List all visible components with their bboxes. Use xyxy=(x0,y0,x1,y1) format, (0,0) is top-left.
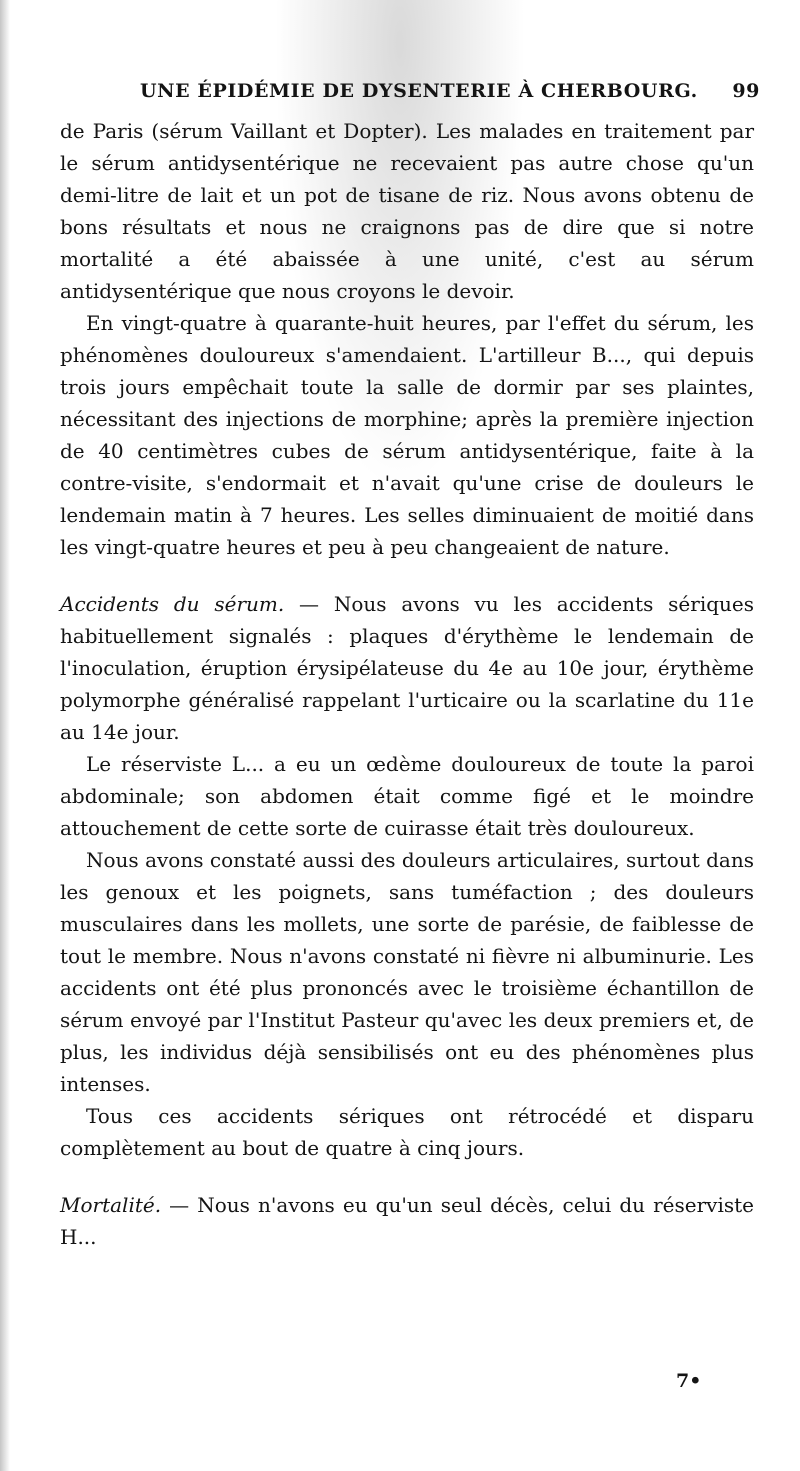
body-text xyxy=(60,115,754,1253)
paragraph-5 xyxy=(60,844,754,1100)
page-number: 99 xyxy=(732,80,760,102)
page-header xyxy=(140,74,760,108)
paragraph-6 xyxy=(60,1100,754,1164)
section-lead-accidents: Accidents du sérum. xyxy=(60,592,285,616)
paragraph-accidents xyxy=(60,588,754,748)
running-title: UNE ÉPIDÉMIE DE DYSENTERIE À CHERBOURG. xyxy=(140,80,698,102)
scan-edge xyxy=(0,0,10,1471)
paragraph-text: Tous ces accidents sériques ont rétrocédé et disparu complètement au bout de quatre à cinq jours. xyxy=(60,1104,754,1160)
signature-mark: 7• xyxy=(676,1370,702,1392)
paragraph-text: — Nous avons vu les accidents sériques habituellement signalés : plaques d'érythème le lendemain de l'inoculation, éruption érysipélateuse du 4e au 10e jour, érythème polymorphe généralisé rappelant l'urticaire ou la scarlatine du 11e au 14e jour. xyxy=(60,592,754,744)
paragraph-text: Nous avons constaté aussi des douleurs articulaires, surtout dans les genoux et les poignets, sans tuméfaction ; des douleurs musculaires dans les mollets, une sorte de parésie, de faiblesse de tout le membre. Nous n'avons constaté ni fièvre ni albuminurie. Les accidents ont été plus prononcés avec le troisième échantillon de sérum envoyé par l'Institut Pasteur qu'avec les deux premiers et, de plus, les individus déjà sensibilisés ont eu des phénomènes plus intenses. xyxy=(60,848,754,1096)
paragraph-text: En vingt-quatre à quarante-huit heures, par l'effet du sérum, les phénomènes douloureux s'amendaient. L'artilleur B..., qui depuis trois jours empêchait toute la salle de dormir par ses plaintes, nécessitant des injections de morphine; après la première injection de 40 centimètres cubes de sérum antidysentérique, faite à la contre-visite, s'endormait et n'avait qu'une crise de douleurs le lendemain matin à 7 heures. Les selles diminuaient de moitié dans les vingt-quatre heures et peu à peu changeaient de nature. xyxy=(60,311,754,559)
paragraph-text: Le réserviste L... a eu un œdème douloureux de toute la paroi abdominale; son abdomen était comme figé et le moindre attouchement de cette sorte de cuirasse était très douloureux. xyxy=(60,752,754,840)
section-lead-mortalite: Mortalité. xyxy=(60,1193,162,1217)
paragraph-1 xyxy=(60,115,754,307)
paragraph-text: de Paris (sérum Vaillant et Dopter). Les malades en traitement par le sérum antidysentérique ne recevaient pas autre chose qu'un demi-litre de lait et un pot de tisane de riz. Nous avons obtenu de bons résultats et nous ne craignons pas de dire que si notre mortalité a été abaissée à une unité, c'est au sérum antidysentérique que nous croyons le devoir. xyxy=(60,119,754,303)
paragraph-text: — Nous n'avons eu qu'un seul décès, celui du réserviste H... xyxy=(60,1193,754,1249)
paragraph-2 xyxy=(60,307,754,563)
paragraph-mortalite xyxy=(60,1189,754,1253)
paragraph-4 xyxy=(60,748,754,844)
